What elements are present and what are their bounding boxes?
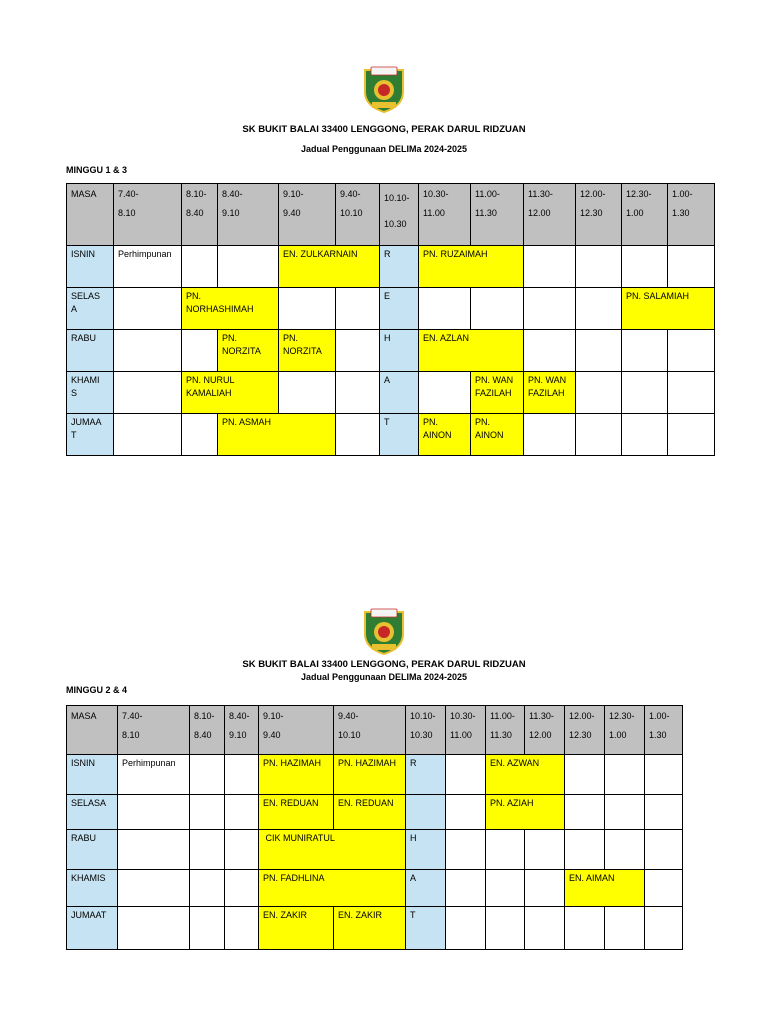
slot-cell — [182, 246, 218, 288]
slot-cell — [279, 372, 336, 414]
day-cell — [67, 288, 114, 330]
slot-cell — [622, 330, 668, 372]
slot-cell — [279, 288, 336, 330]
teacher-name: PN. HAZIMAH — [263, 758, 322, 768]
slot-cell — [576, 330, 622, 372]
slot-cell — [446, 755, 486, 795]
slot-cell — [336, 414, 380, 456]
slot-cell — [190, 795, 225, 830]
teacher-slot — [334, 755, 406, 795]
header-cell — [259, 706, 334, 755]
slot-cell — [605, 907, 645, 950]
header-cell — [190, 706, 225, 755]
rehat-letter: E — [384, 291, 391, 301]
day-cell — [67, 372, 114, 414]
teacher-name: EN. AZLAN — [423, 333, 470, 343]
day-cell — [67, 795, 118, 830]
slot-cell — [336, 372, 380, 414]
teacher-slot — [524, 372, 576, 414]
teacher-name: CIK MUNIRATUL — [263, 833, 335, 843]
slot-cell — [225, 907, 259, 950]
slot-cell — [182, 330, 218, 372]
header-cell — [279, 184, 336, 246]
slot-cell — [486, 870, 525, 907]
slot-cell — [118, 907, 190, 950]
slot-cell — [576, 414, 622, 456]
day-label: SELASA — [71, 798, 107, 808]
day-row-isnin — [67, 246, 715, 288]
header-cell — [668, 184, 715, 246]
slot-cell — [114, 246, 182, 288]
slot-cell — [668, 372, 715, 414]
time-slot-label: 7.40- 8.10 — [122, 711, 143, 740]
time-slot-label: 10.30- 11.00 — [450, 711, 476, 740]
slot-cell — [114, 372, 182, 414]
slot-cell — [645, 907, 683, 950]
day-row-khamis — [67, 870, 683, 907]
teacher-name: PN. AZIAH — [490, 798, 534, 808]
teacher-name: EN. REDUAN — [338, 798, 394, 808]
header-cell — [182, 184, 218, 246]
day-label: KHAMIS — [71, 873, 106, 883]
slot-cell — [225, 870, 259, 907]
slot-cell — [565, 830, 605, 870]
day-cell — [67, 870, 118, 907]
header-cell — [114, 184, 182, 246]
assembly-label: Perhimpunan — [118, 249, 172, 259]
rehat-cell — [380, 330, 419, 372]
slot-cell — [118, 795, 190, 830]
header-cell — [67, 184, 114, 246]
day-label: KHAMI S — [71, 375, 100, 398]
timetable-week-2-4 — [66, 705, 683, 950]
schedule-subtitle: Jadual Penggunaan DELIMa 2024-2025 — [300, 144, 468, 154]
schedule-subtitle: Jadual Penggunaan DELIMa 2024-2025 — [300, 672, 468, 682]
time-slot-label: 9.10- 9.40 — [263, 711, 284, 740]
slot-cell — [622, 414, 668, 456]
slot-cell — [622, 246, 668, 288]
time-slot-label: 8.10- 8.40 — [194, 711, 215, 740]
header-cell — [486, 706, 525, 755]
teacher-name: PN. FADHLINA — [263, 873, 325, 883]
slot-cell — [576, 288, 622, 330]
teacher-slot — [279, 246, 380, 288]
slot-cell — [336, 330, 380, 372]
slot-cell — [576, 372, 622, 414]
time-slot-label: 10.30- 11.00 — [423, 189, 449, 218]
slot-cell — [471, 288, 524, 330]
slot-cell — [446, 795, 486, 830]
slot-cell — [114, 330, 182, 372]
time-slot-label: 10.10- 10.30 — [410, 711, 436, 740]
day-label: ISNIN — [71, 758, 96, 768]
rehat-letter: A — [410, 873, 417, 883]
day-label: RABU — [71, 833, 97, 843]
rehat-letter: T — [410, 910, 416, 920]
header-cell — [225, 706, 259, 755]
header-cell — [605, 706, 645, 755]
day-label: SELAS A — [71, 291, 101, 314]
teacher-name: PN. SALAMIAH — [626, 291, 690, 301]
slot-cell — [668, 246, 715, 288]
teacher-slot — [471, 372, 524, 414]
time-slot-label: 1.00- 1.30 — [672, 189, 693, 218]
slot-cell — [605, 755, 645, 795]
teacher-slot — [279, 330, 336, 372]
teacher-name: PN. NURUL KAMALIAH — [186, 375, 235, 398]
rehat-cell — [406, 795, 446, 830]
slot-cell — [525, 907, 565, 950]
day-row-rabu — [67, 330, 715, 372]
rehat-cell — [406, 755, 446, 795]
time-slot-label: 10.10- 10.30 — [384, 193, 410, 229]
teacher-slot — [419, 414, 471, 456]
school-title: SK BUKIT BALAI 33400 LENGGONG, PERAK DARUL RIDZUAN — [242, 124, 526, 135]
header-cell — [622, 184, 668, 246]
teacher-slot — [471, 414, 524, 456]
teacher-name: PN. HAZIMAH — [338, 758, 397, 768]
day-cell — [67, 907, 118, 950]
slot-cell — [114, 288, 182, 330]
header-row — [67, 184, 715, 246]
slot-cell — [524, 414, 576, 456]
slot-cell — [486, 830, 525, 870]
slot-cell — [190, 755, 225, 795]
teacher-name: PN. ASMAH — [222, 417, 272, 427]
day-label: JUMAA T — [71, 417, 102, 440]
time-slot-label: 12.30- 1.00 — [626, 189, 652, 218]
teacher-slot — [565, 870, 645, 907]
header-cell — [67, 706, 118, 755]
slot-cell — [446, 830, 486, 870]
header-label: MASA — [71, 711, 97, 721]
teacher-name: PN. RUZAIMAH — [423, 249, 488, 259]
rehat-cell — [380, 246, 419, 288]
day-row-isnin — [67, 755, 683, 795]
slot-cell — [524, 288, 576, 330]
time-slot-label: 11.00- 11.30 — [475, 189, 500, 218]
teacher-slot — [622, 288, 715, 330]
header-cell — [218, 184, 279, 246]
header-cell — [565, 706, 605, 755]
rehat-letter: H — [384, 333, 391, 343]
time-slot-label: 7.40- 8.10 — [118, 189, 139, 218]
slot-cell — [419, 372, 471, 414]
day-row-selasa — [67, 795, 683, 830]
slot-cell — [645, 795, 683, 830]
teacher-slot — [218, 330, 279, 372]
teacher-name: EN. ZULKARNAIN — [283, 249, 358, 259]
rehat-letter: R — [384, 249, 391, 259]
teacher-name: PN. NORHASHIMAH — [186, 291, 254, 314]
school-crest-logo — [361, 64, 407, 114]
rehat-letter: A — [384, 375, 391, 385]
rehat-letter: H — [410, 833, 417, 843]
header-label: MASA — [71, 189, 97, 199]
rehat-cell — [380, 372, 419, 414]
day-label: JUMAAT — [71, 910, 107, 920]
time-slot-label: 9.10- 9.40 — [283, 189, 304, 218]
school-crest-logo — [361, 606, 407, 656]
day-cell — [67, 330, 114, 372]
teacher-name: EN. AIMAN — [569, 873, 615, 883]
teacher-slot — [182, 372, 279, 414]
header-row — [67, 706, 683, 755]
slot-cell — [190, 830, 225, 870]
week-label: MINGGU 2 & 4 — [66, 685, 128, 695]
slot-cell — [225, 830, 259, 870]
teacher-name: PN. NORZITA — [222, 333, 261, 356]
teacher-name: PN. WAN FAZILAH — [528, 375, 567, 398]
slot-cell — [668, 330, 715, 372]
header-cell — [525, 706, 565, 755]
teacher-slot — [419, 330, 524, 372]
teacher-name: EN. REDUAN — [263, 798, 319, 808]
slot-cell — [218, 246, 279, 288]
slot-cell — [622, 372, 668, 414]
time-slot-label: 8.40- 9.10 — [222, 189, 243, 218]
slot-cell — [565, 795, 605, 830]
rehat-letter: T — [384, 417, 390, 427]
teacher-name: EN. ZAKIR — [338, 910, 383, 920]
slot-cell — [645, 830, 683, 870]
slot-cell — [645, 870, 683, 907]
day-row-rabu — [67, 830, 683, 870]
slot-cell — [446, 870, 486, 907]
slot-cell — [118, 755, 190, 795]
teacher-slot — [182, 288, 279, 330]
slot-cell — [525, 830, 565, 870]
teacher-slot — [419, 246, 524, 288]
time-slot-label: 12.00- 12.30 — [569, 711, 595, 740]
header-cell — [334, 706, 406, 755]
slot-cell — [576, 246, 622, 288]
slot-cell — [668, 414, 715, 456]
time-slot-label: 8.10- 8.40 — [186, 189, 207, 218]
slot-cell — [114, 414, 182, 456]
slot-cell — [118, 830, 190, 870]
time-slot-label: 12.00- 12.30 — [580, 189, 606, 218]
slot-cell — [605, 830, 645, 870]
day-cell — [67, 414, 114, 456]
teacher-name: EN. ZAKIR — [263, 910, 308, 920]
slot-cell — [336, 288, 380, 330]
header-cell — [471, 184, 524, 246]
day-label: ISNIN — [71, 249, 96, 259]
day-row-khamis — [67, 372, 715, 414]
teacher-name: PN. AINON — [475, 417, 504, 440]
day-label: RABU — [71, 333, 97, 343]
slot-cell — [486, 907, 525, 950]
timetable-week-1-3 — [66, 183, 715, 456]
teacher-name: PN. WAN FAZILAH — [475, 375, 514, 398]
day-row-selasa — [67, 288, 715, 330]
day-cell — [67, 830, 118, 870]
slot-cell — [225, 795, 259, 830]
time-slot-label: 1.00- 1.30 — [649, 711, 670, 740]
teacher-slot — [218, 414, 336, 456]
teacher-name: EN. AZWAN — [490, 758, 540, 768]
teacher-slot — [259, 795, 334, 830]
rehat-cell — [406, 907, 446, 950]
day-row-jumaat — [67, 907, 683, 950]
slot-cell — [419, 288, 471, 330]
slot-cell — [565, 907, 605, 950]
teacher-slot — [259, 830, 406, 870]
header-cell — [406, 706, 446, 755]
time-slot-label: 9.40- 10.10 — [338, 711, 361, 740]
slot-cell — [524, 330, 576, 372]
rehat-cell — [406, 870, 446, 907]
header-cell — [524, 184, 576, 246]
slot-cell — [524, 246, 576, 288]
rehat-cell — [406, 830, 446, 870]
slot-cell — [446, 907, 486, 950]
slot-cell — [645, 755, 683, 795]
slot-cell — [525, 870, 565, 907]
teacher-slot — [334, 907, 406, 950]
slot-cell — [605, 795, 645, 830]
header-cell — [645, 706, 683, 755]
slot-cell — [182, 414, 218, 456]
slot-cell — [190, 870, 225, 907]
teacher-slot — [259, 907, 334, 950]
assembly-label: Perhimpunan — [122, 758, 176, 768]
header-cell — [380, 184, 419, 246]
day-cell — [67, 246, 114, 288]
header-cell — [576, 184, 622, 246]
header-cell — [118, 706, 190, 755]
time-slot-label: 11.30- 12.00 — [529, 711, 554, 740]
time-slot-label: 11.30- 12.00 — [528, 189, 553, 218]
header-cell — [336, 184, 380, 246]
header-cell — [419, 184, 471, 246]
teacher-slot — [486, 755, 565, 795]
header-cell — [446, 706, 486, 755]
teacher-slot — [334, 795, 406, 830]
teacher-name: PN. AINON — [423, 417, 452, 440]
slot-cell — [190, 907, 225, 950]
rehat-letter: R — [410, 758, 417, 768]
time-slot-label: 11.00- 11.30 — [490, 711, 515, 740]
day-row-jumaat — [67, 414, 715, 456]
teacher-name: PN. NORZITA — [283, 333, 322, 356]
rehat-cell — [380, 288, 419, 330]
week-label: MINGGU 1 & 3 — [66, 165, 128, 175]
time-slot-label: 8.40- 9.10 — [229, 711, 250, 740]
teacher-slot — [259, 755, 334, 795]
slot-cell — [118, 870, 190, 907]
rehat-cell — [380, 414, 419, 456]
school-title: SK BUKIT BALAI 33400 LENGGONG, PERAK DARUL RIDZUAN — [242, 659, 526, 670]
teacher-slot — [486, 795, 565, 830]
time-slot-label: 12.30- 1.00 — [609, 711, 635, 740]
day-cell — [67, 755, 118, 795]
slot-cell — [565, 755, 605, 795]
teacher-slot — [259, 870, 406, 907]
time-slot-label: 9.40- 10.10 — [340, 189, 363, 218]
slot-cell — [225, 755, 259, 795]
